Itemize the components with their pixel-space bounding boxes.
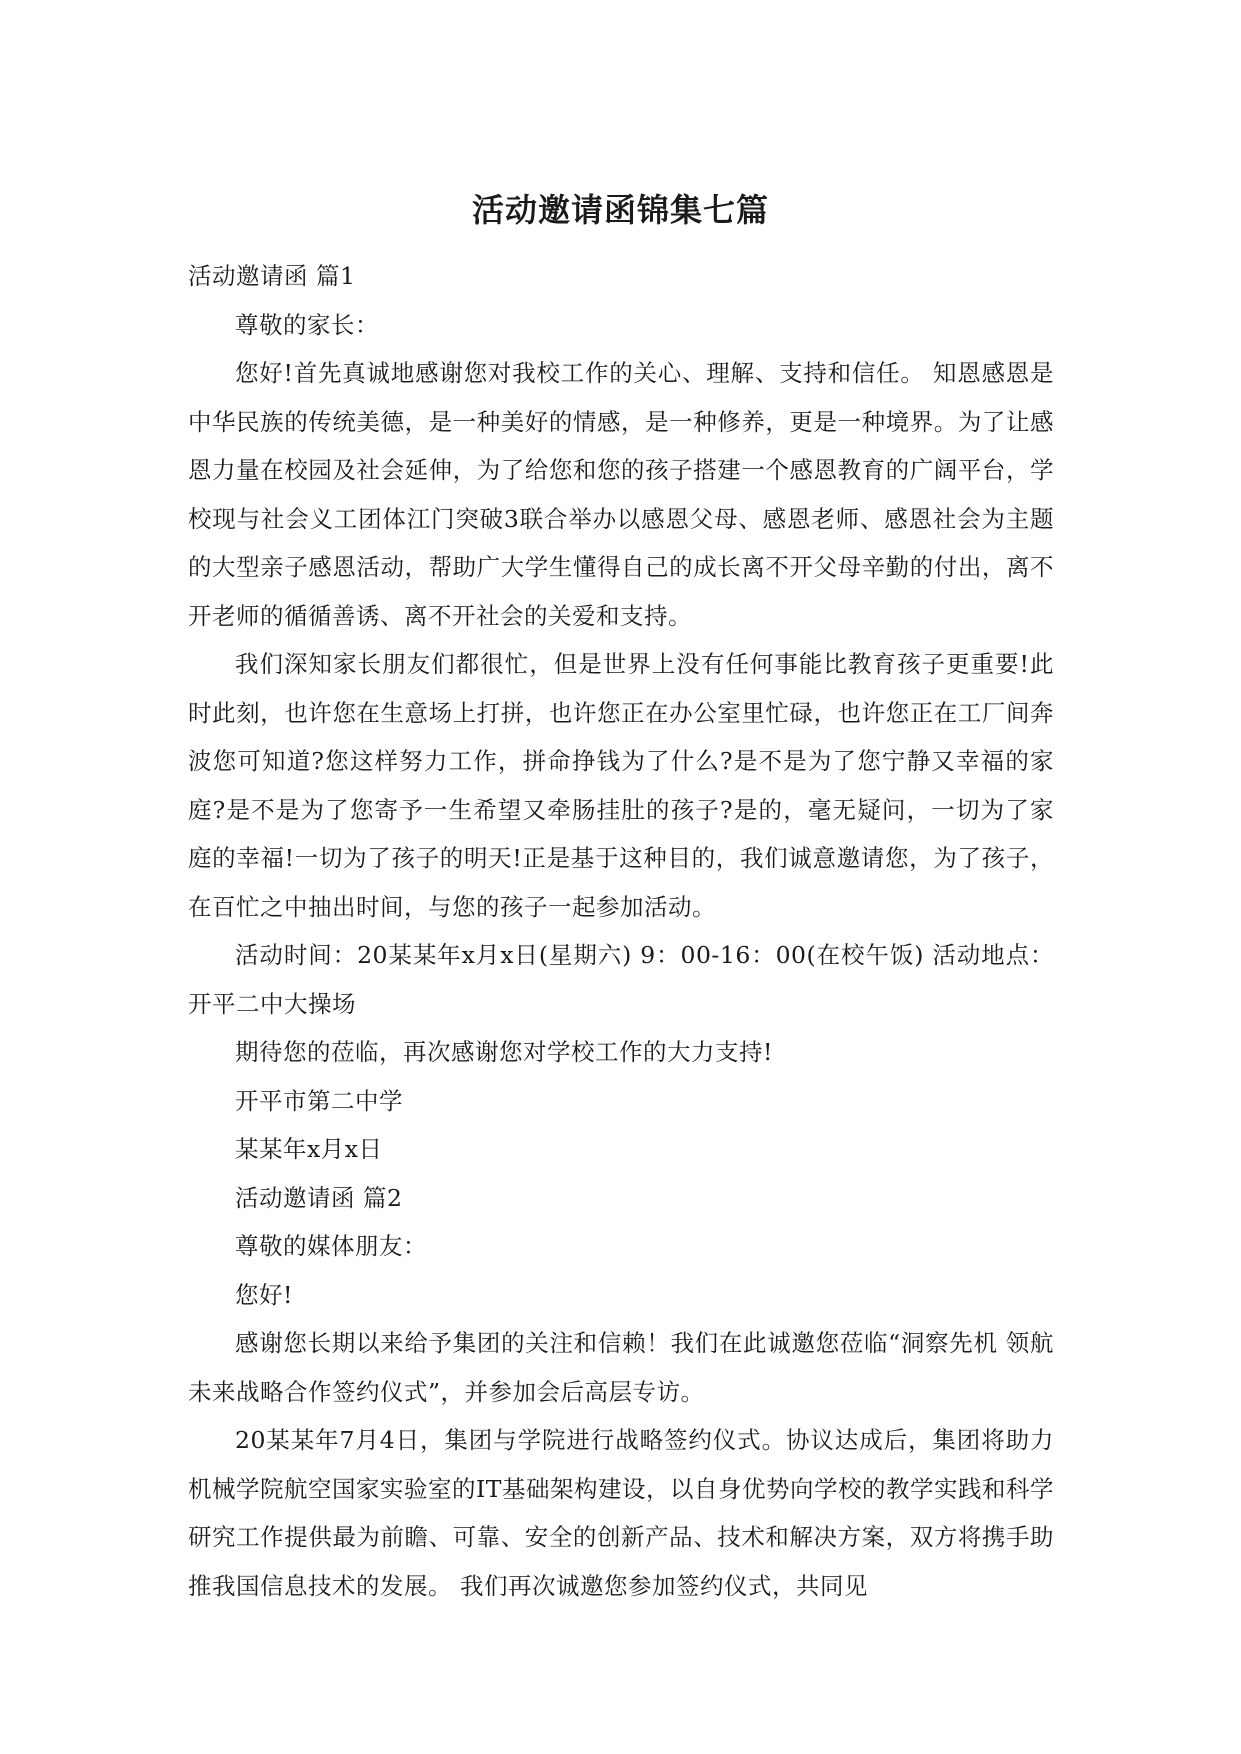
paragraph: 您好!首先真诚地感谢您对我校工作的关心、理解、支持和信任。 知恩感恩是中华民族的传统美德，是一种美好的情感，是一种修养，更是一种境界。为了让感恩力量在校园及社会延伸，为了给您和您的孩子搭建一个感恩教育的广阔平台，学校现与社会义工团体江门突破3联合举办以感恩父母、感恩老师、感恩社会为主题的大型亲子感恩活动，帮助广大学生懂得自己的成长离不开父母辛勤的付出，离不开老师的循循善诱、离不开社会的关爱和支持。 xyxy=(188,359,1054,630)
document-body xyxy=(188,252,1054,1610)
paragraph: 20某某年7月4日，集团与学院进行战略签约仪式。协议达成后，集团将助力机械学院航空国家实验室的IT基础架构建设，以自身优势向学校的教学实践和科学研究工作提供最为前瞻、可靠、安全的创新产品、技术和解决方案，双方将携手助推我国信息技术的发展。 我们再次诚邀您参加签约仪式，共同见 xyxy=(188,1426,1054,1600)
paragraph: 某某年x月x日 xyxy=(235,1135,383,1163)
paragraph: 开平市第二中学 xyxy=(235,1086,403,1115)
paragraph: 尊敬的媒体朋友： xyxy=(235,1232,427,1260)
paragraph: 您好! xyxy=(235,1280,293,1309)
paragraph: 期待您的莅临，再次感谢您对学校工作的大力支持! xyxy=(235,1038,773,1066)
paragraph: 活动时间：20某某年x月x日(星期六) 9：00-16：00(在校午饭) 活动地点：开平二中大操场 xyxy=(188,941,1054,1018)
paragraph: 活动邀请函 篇2 xyxy=(235,1183,403,1212)
document-title: 活动邀请函锦集七篇 xyxy=(471,191,769,229)
paragraph: 尊敬的家长： xyxy=(235,310,379,339)
paragraph: 我们深知家长朋友们都很忙，但是世界上没有任何事能比教育孩子更重要!此时此刻，也许您在生意场上打拼，也许您正在办公室里忙碌，也许您正在工厂间奔波您可知道?您这样努力工作，拼命挣钱为了什么?是不是为了您宁静又幸福的家庭?是不是为了您寄予一生希望又牵肠挂肚的孩子?是的，毫无疑问，一切为了家庭的幸福!一切为了孩子的明天!正是基于这种目的，我们诚意邀请您，为了孩子，在百忙之中抽出时间，与您的孩子一起参加活动。 xyxy=(188,650,1054,921)
paragraph: 感谢您长期以来给予集团的关注和信赖！我们在此诚邀您莅临“洞察先机 领航未来战略合作签约仪式”，并参加会后高层专访。 xyxy=(188,1329,1054,1406)
paragraph: 活动邀请函 篇1 xyxy=(188,262,356,290)
